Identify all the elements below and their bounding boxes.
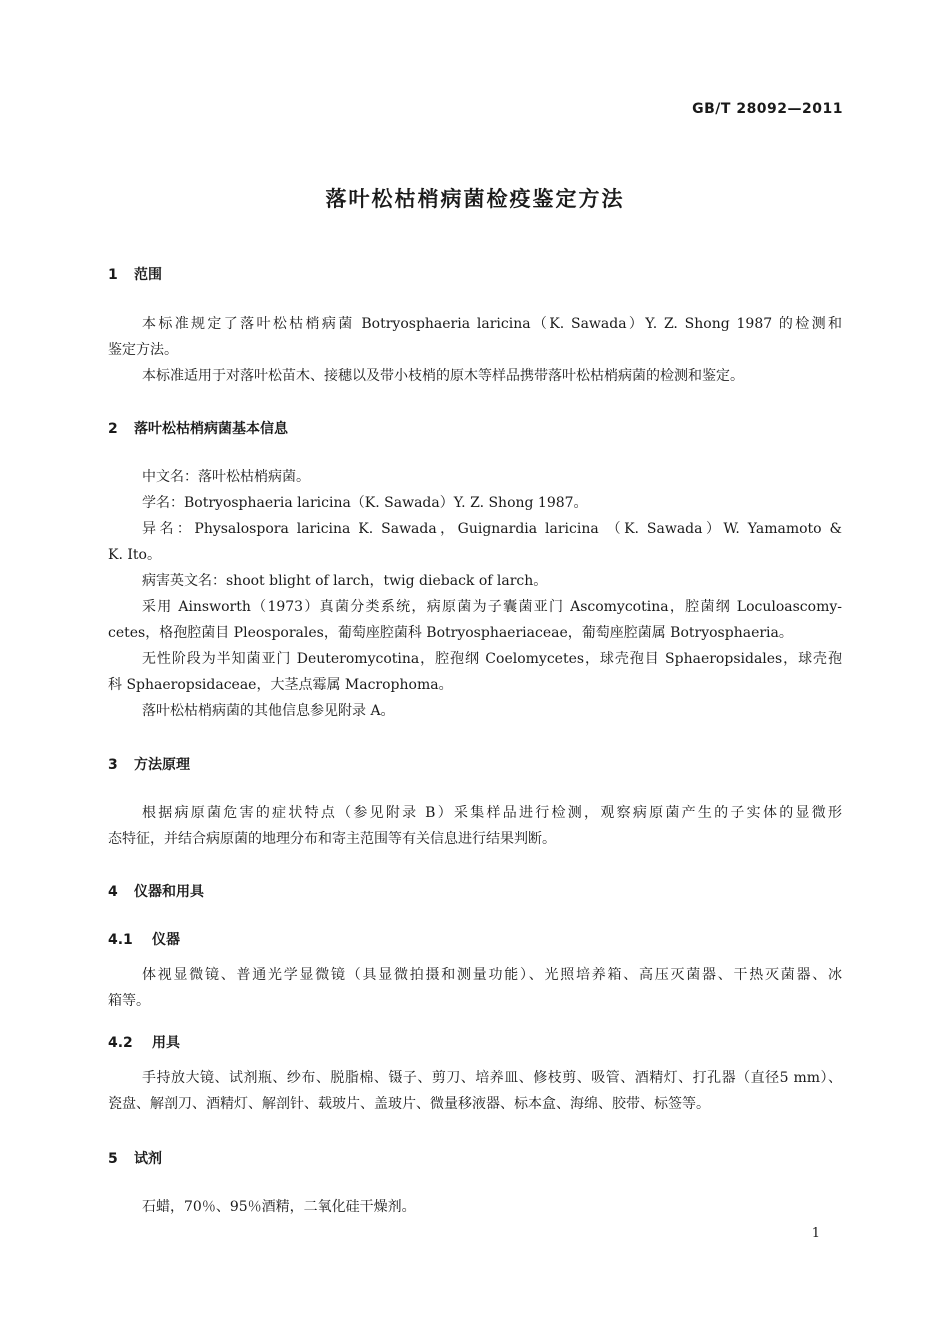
anamorph-line: 科 Sphaeropsidaceae，大茎点霉属 Macrophoma。: [108, 677, 453, 693]
classification-line: cetes，格孢腔菌目 Pleosporales，葡萄座腔菌科 Botryosphaeriaceae，葡萄座腔菌属 Botryosphaeria。: [108, 625, 793, 641]
section-3-heading: [108, 754, 190, 774]
chinese-name: 中文名：落叶松枯梢病菌。: [142, 469, 310, 485]
section-number: 1: [108, 267, 118, 283]
page-number: 1: [811, 1226, 820, 1241]
paragraph-line: 根据病原菌危害的症状特点（参见附录 B）采集样品进行检测，观察病原菌产生的子实体的显微形: [142, 805, 842, 821]
english-name: 病害英文名：shoot blight of larch，twig dieback of larch。: [142, 573, 548, 589]
section-title: 仪器: [152, 932, 180, 948]
section-number: 4.2: [108, 1035, 133, 1051]
paragraph-line: 态特征，并结合病原菌的地理分布和寄主范围等有关信息进行结果判断。: [108, 831, 556, 847]
section-4-heading: [108, 881, 204, 901]
section-title: 仪器和用具: [134, 884, 204, 900]
section-title: 范围: [134, 267, 162, 283]
section-4-1-heading: [108, 929, 180, 949]
other-info: 落叶松枯梢病菌的其他信息参见附录 A。: [142, 703, 395, 719]
paragraph: 本标准适用于对落叶松苗木、接穗以及带小枝梢的原木等样品携带落叶松枯梢病菌的检测和鉴定。: [142, 368, 744, 384]
synonym-line: 异名：Physalospora laricina K. Sawada，Guignardia laricina （K. Sawada）W. Yamamoto &: [142, 521, 842, 537]
paragraph-line: 箱等。: [108, 993, 150, 1009]
classification-line: 采用 Ainsworth（1973）真菌分类系统，病原菌为子囊菌亚门 Ascomycotina，腔菌纲 Loculoascomy-: [142, 599, 842, 615]
section-5-heading: [108, 1148, 162, 1168]
paragraph-line: 体视显微镜、普通光学显微镜（具显微拍摄和测量功能）、光照培养箱、高压灭菌器、干热灭菌器、冰: [142, 967, 842, 983]
section-number: 4: [108, 884, 118, 900]
paragraph-line: 鉴定方法。: [108, 342, 178, 358]
section-title: 方法原理: [134, 757, 190, 773]
section-number: 5: [108, 1151, 118, 1167]
anamorph-line: 无性阶段为半知菌亚门 Deuteromycotina，腔孢纲 Coelomycetes，球壳孢目 Sphaeropsidales，球壳孢: [142, 651, 842, 667]
paragraph-line: 手持放大镜、试剂瓶、纱布、脱脂棉、镊子、剪刀、培养皿、修枝剪、吸管、酒精灯、打孔器（直径5 mm）、: [142, 1070, 842, 1086]
standard-code: GB/T 28092—2011: [692, 101, 843, 117]
scientific-name: 学名：Botryosphaeria laricina（K. Sawada）Y. Z. Shong 1987。: [142, 495, 588, 511]
section-1-heading: [108, 264, 162, 284]
document-title: 落叶松枯梢病菌检疫鉴定方法: [325, 187, 625, 211]
section-2-heading: [108, 418, 288, 438]
section-title: 落叶松枯梢病菌基本信息: [134, 421, 288, 437]
paragraph: 石蜡，70％、95％酒精，二氧化硅干燥剂。: [142, 1199, 416, 1215]
synonym-line: K. Ito。: [108, 547, 161, 563]
section-number: 3: [108, 757, 118, 773]
paragraph-line: 瓷盘、解剖刀、酒精灯、解剖针、载玻片、盖玻片、微量移液器、标本盒、海绵、胶带、标签等。: [108, 1096, 710, 1112]
section-number: 2: [108, 421, 118, 437]
section-number: 4.1: [108, 932, 133, 948]
section-title: 用具: [152, 1035, 180, 1051]
section-title: 试剂: [134, 1151, 162, 1167]
section-4-2-heading: [108, 1032, 180, 1052]
paragraph-line: 本标准规定了落叶松枯梢病菌 Botryosphaeria laricina（K. Sawada）Y. Z. Shong 1987 的检测和: [142, 316, 842, 332]
